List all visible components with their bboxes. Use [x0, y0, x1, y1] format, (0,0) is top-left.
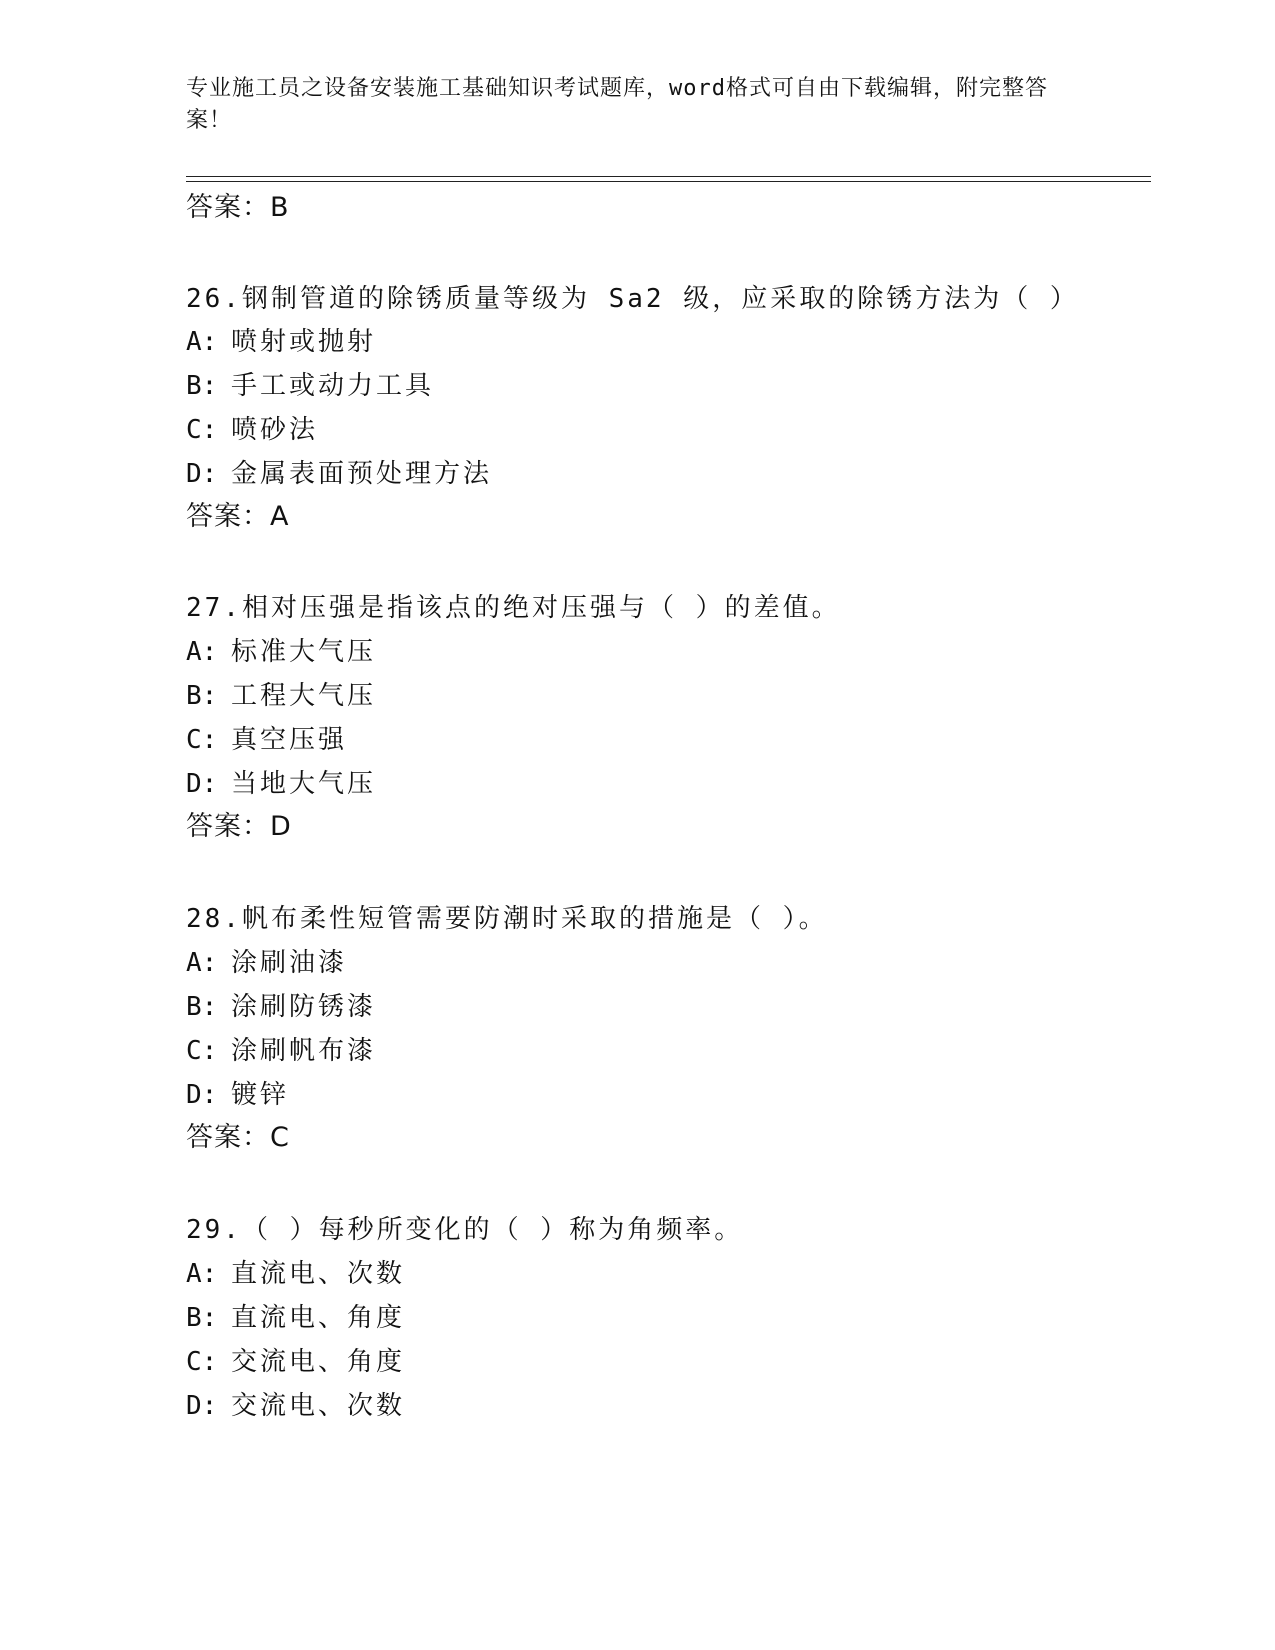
question-28-option-b — [186, 990, 376, 1024]
option-text: 直流电、角度 — [231, 1303, 406, 1333]
option-text: 喷射或抛射 — [231, 327, 377, 357]
question-27-option-a — [186, 635, 376, 669]
option-text: 喷砂法 — [231, 415, 319, 445]
question-28-stem: 28.帆布柔性短管需要防潮时采取的措施是（ ）。 — [186, 904, 828, 934]
answer-25: 答案：B — [186, 192, 290, 223]
option-text: 金属表面预处理方法 — [231, 459, 493, 489]
option-text: 涂刷防锈漆 — [231, 992, 377, 1022]
question-28-option-c — [186, 1034, 376, 1068]
option-label: C: — [186, 1347, 218, 1377]
option-label: B: — [186, 1303, 218, 1333]
header-divider-bottom — [186, 181, 1151, 182]
option-text: 直流电、次数 — [231, 1259, 406, 1289]
option-label: B: — [186, 992, 218, 1022]
option-text: 涂刷油漆 — [231, 948, 348, 978]
question-26-option-a — [186, 325, 376, 359]
question-26-option-d — [186, 457, 492, 491]
question-26-stem: 26.钢制管道的除锈质量等级为 Sa2 级，应采取的除锈方法为（ ） — [186, 284, 1079, 314]
header-divider-top — [186, 176, 1151, 177]
question-28-option-d — [186, 1078, 289, 1112]
option-label: A: — [186, 1259, 218, 1289]
question-29-option-a — [186, 1257, 405, 1291]
option-text: 标准大气压 — [231, 637, 377, 667]
question-27-stem: 27.相对压强是指该点的绝对压强与（ ）的差值。 — [186, 593, 841, 623]
option-text: 交流电、次数 — [231, 1391, 406, 1421]
option-label: A: — [186, 327, 218, 357]
option-label: B: — [186, 371, 218, 401]
option-label: A: — [186, 948, 218, 978]
question-29-stem: 29.（ ）每秒所变化的（ ）称为角频率。 — [186, 1215, 744, 1245]
option-label: D: — [186, 1080, 218, 1110]
option-label: B: — [186, 681, 218, 711]
question-29-option-c — [186, 1345, 405, 1379]
question-29-option-d — [186, 1389, 405, 1423]
question-28-option-a — [186, 946, 347, 980]
answer-27: 答案：D — [186, 811, 292, 842]
option-label: D: — [186, 769, 218, 799]
option-label: C: — [186, 1036, 218, 1066]
option-label: A: — [186, 637, 218, 667]
question-27-option-b — [186, 679, 376, 713]
question-29-option-b — [186, 1301, 405, 1335]
option-text: 工程大气压 — [231, 681, 377, 711]
answer-28: 答案：C — [186, 1122, 290, 1153]
answer-26: 答案：A — [186, 501, 290, 532]
question-27-option-d — [186, 767, 376, 801]
question-26-option-c — [186, 413, 318, 447]
document-header: 专业施工员之设备安装施工基础知识考试题库，word格式可自由下载编辑，附完整答案！ — [186, 76, 1048, 133]
option-text: 涂刷帆布漆 — [231, 1036, 377, 1066]
question-27-option-c — [186, 723, 347, 757]
option-label: C: — [186, 725, 218, 755]
option-text: 手工或动力工具 — [231, 371, 435, 401]
question-26-option-b — [186, 369, 434, 403]
option-label: C: — [186, 415, 218, 445]
option-text: 镀锌 — [231, 1080, 290, 1110]
option-text: 交流电、角度 — [231, 1347, 406, 1377]
option-label: D: — [186, 1391, 218, 1421]
option-label: D: — [186, 459, 218, 489]
option-text: 真空压强 — [231, 725, 348, 755]
option-text: 当地大气压 — [231, 769, 377, 799]
